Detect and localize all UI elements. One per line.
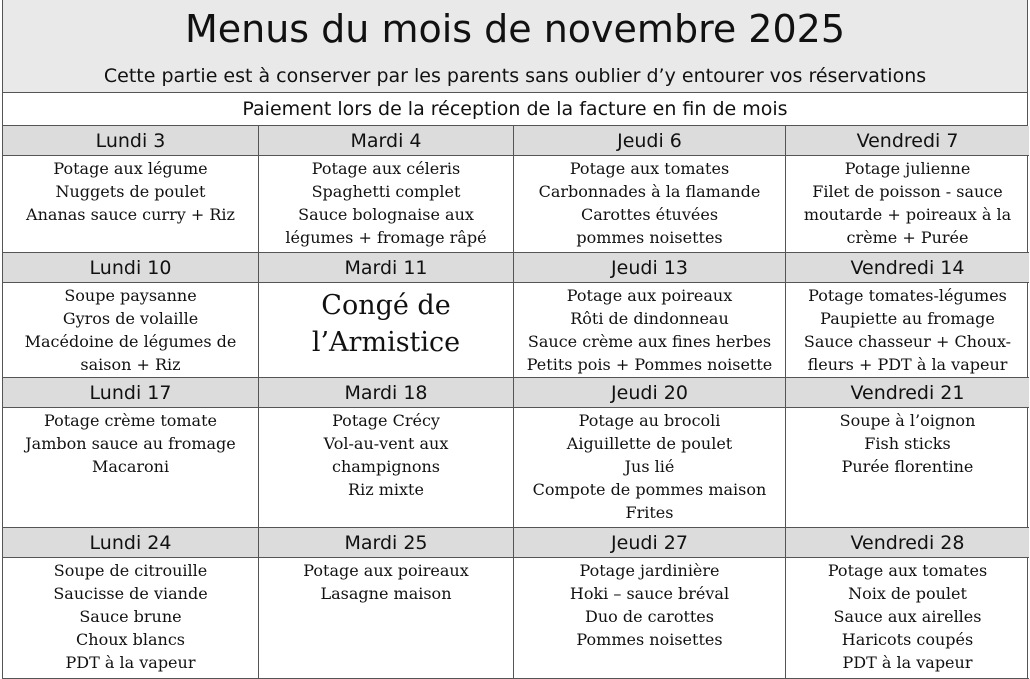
payment-note: Paiement lors de la réception de la facture en fin de mois — [3, 93, 1027, 126]
menu-item: crème + Purée — [846, 228, 969, 247]
day-header: Lundi 3 — [3, 126, 259, 156]
menu-item: Sauce chasseur + Choux- — [803, 332, 1012, 351]
menu-item: Aiguillette de poulet — [566, 434, 733, 453]
day-header: Jeudi 27 — [514, 528, 786, 558]
menu-item: Ananas sauce curry + Riz — [26, 205, 235, 224]
week-row — [3, 253, 1027, 378]
day-header: Vendredi 14 — [786, 253, 1029, 283]
menu-item: Gyros de volaille — [62, 309, 199, 328]
menu-cell — [3, 558, 259, 679]
menu-item: Paupiette au fromage — [820, 309, 995, 328]
menu-item: Sauce brune — [79, 607, 182, 626]
menu-sheet — [2, 0, 1028, 679]
menu-item: Potage aux tomates — [569, 159, 730, 178]
menu-item: Noix de poulet — [848, 584, 967, 603]
day-header: Mardi 11 — [259, 253, 514, 283]
menu-item: Petits pois + Pommes noisette — [526, 355, 773, 374]
menu-item: Potage aux tomates — [827, 561, 988, 580]
day-header: Lundi 24 — [3, 528, 259, 558]
holiday-cell — [259, 283, 514, 378]
day-header: Vendredi 21 — [786, 378, 1029, 408]
menu-cell — [786, 156, 1029, 253]
week-row — [3, 528, 1027, 679]
menu-item: Compote de pommes maison — [532, 480, 767, 499]
menu-item: PDT à la vapeur — [65, 653, 196, 672]
menu-item: PDT à la vapeur — [842, 653, 973, 672]
day-header: Jeudi 6 — [514, 126, 786, 156]
menu-cell — [3, 156, 259, 253]
menu-item: Filet de poisson - sauce — [812, 182, 1003, 201]
menu-cell — [514, 156, 786, 253]
menu-item: Duo de carottes — [585, 607, 714, 626]
menu-item: Macaroni — [91, 457, 170, 476]
menu-item: Sauce crème aux fines herbes — [527, 332, 772, 351]
holiday-text: Congé de — [321, 290, 451, 321]
menu-item: pommes noisettes — [576, 228, 723, 247]
menu-item: Potage aux céleris — [311, 159, 461, 178]
day-header: Mardi 25 — [259, 528, 514, 558]
menu-item: Spaghetti complet — [311, 182, 461, 201]
menu-item: Carbonnades à la flamande — [538, 182, 761, 201]
menu-item: Hoki – sauce bréval — [569, 584, 730, 603]
menu-item: champignons — [331, 457, 441, 476]
holiday-text: l’Armistice — [311, 327, 461, 358]
menu-item: Potage aux légume — [53, 159, 208, 178]
menu-cell — [514, 283, 786, 378]
menu-item: Soupe à l’oignon — [839, 411, 976, 430]
menu-item: Sauce bolognaise aux — [298, 205, 474, 224]
menu-item: Sauce aux airelles — [833, 607, 982, 626]
day-header: Lundi 17 — [3, 378, 259, 408]
menu-cell — [259, 408, 514, 528]
menu-item: Lasagne maison — [320, 584, 452, 603]
menu-cell — [259, 558, 514, 679]
menu-item: Frites — [625, 503, 674, 522]
menu-item: Macédoine de légumes de — [24, 332, 237, 351]
menu-item: Rôti de dindonneau — [570, 309, 729, 328]
menu-item: Potage Crécy — [332, 411, 440, 430]
menu-cell — [514, 558, 786, 679]
menu-cell — [786, 408, 1029, 528]
menu-item: Potage au brocoli — [578, 411, 721, 430]
page-title: Menus du mois de novembre 2025 — [184, 7, 846, 51]
week-row — [3, 126, 1027, 253]
menu-cell — [259, 156, 514, 253]
menu-item: Pommes noisettes — [576, 630, 723, 649]
menu-cell — [786, 558, 1029, 679]
page-subtitle: Cette partie est à conserver par les parents sans oublier d’y entourer vos réservations — [103, 65, 927, 87]
menu-item: Soupe paysanne — [64, 286, 197, 305]
menu-item: Potage julienne — [844, 159, 971, 178]
menu-item: Potage aux poireaux — [566, 286, 733, 305]
day-header: Mardi 4 — [259, 126, 514, 156]
menu-item: Purée florentine — [841, 457, 974, 476]
menu-grid — [3, 126, 1027, 679]
menu-item: Potage aux poireaux — [303, 561, 469, 580]
menu-item: Nuggets de poulet — [55, 182, 206, 201]
menu-item: Potage crème tomate — [44, 411, 217, 430]
menu-item: Fish sticks — [864, 434, 951, 453]
menu-item: Potage tomates-légumes — [808, 286, 1007, 305]
week-row — [3, 378, 1027, 528]
menu-item: Jus lié — [624, 457, 675, 476]
menu-item: Carottes étuvées — [580, 205, 719, 224]
menu-item: Jambon sauce au fromage — [25, 434, 236, 453]
menu-item: moutarde + poireaux à la — [803, 205, 1012, 224]
menu-item: Soupe de citrouille — [53, 561, 208, 580]
menu-cell — [3, 408, 259, 528]
menu-item: Vol-au-vent aux — [323, 434, 449, 453]
menu-item: légumes + fromage râpé — [285, 228, 487, 247]
menu-item: Choux blancs — [76, 630, 185, 649]
menu-item: Riz mixte — [348, 480, 424, 499]
menu-item: fleurs + PDT à la vapeur — [807, 355, 1008, 374]
menu-item: saison + Riz — [80, 355, 181, 374]
day-header: Jeudi 13 — [514, 253, 786, 283]
title-block — [3, 0, 1027, 93]
menu-item: Haricots coupés — [841, 630, 974, 649]
day-header: Lundi 10 — [3, 253, 259, 283]
day-header: Vendredi 7 — [786, 126, 1029, 156]
menu-item: Saucisse de viande — [53, 584, 208, 603]
menu-item: Potage jardinière — [579, 561, 720, 580]
day-header: Mardi 18 — [259, 378, 514, 408]
menu-cell — [514, 408, 786, 528]
day-header: Vendredi 28 — [786, 528, 1029, 558]
menu-cell — [3, 283, 259, 378]
day-header: Jeudi 20 — [514, 378, 786, 408]
menu-cell — [786, 283, 1029, 378]
